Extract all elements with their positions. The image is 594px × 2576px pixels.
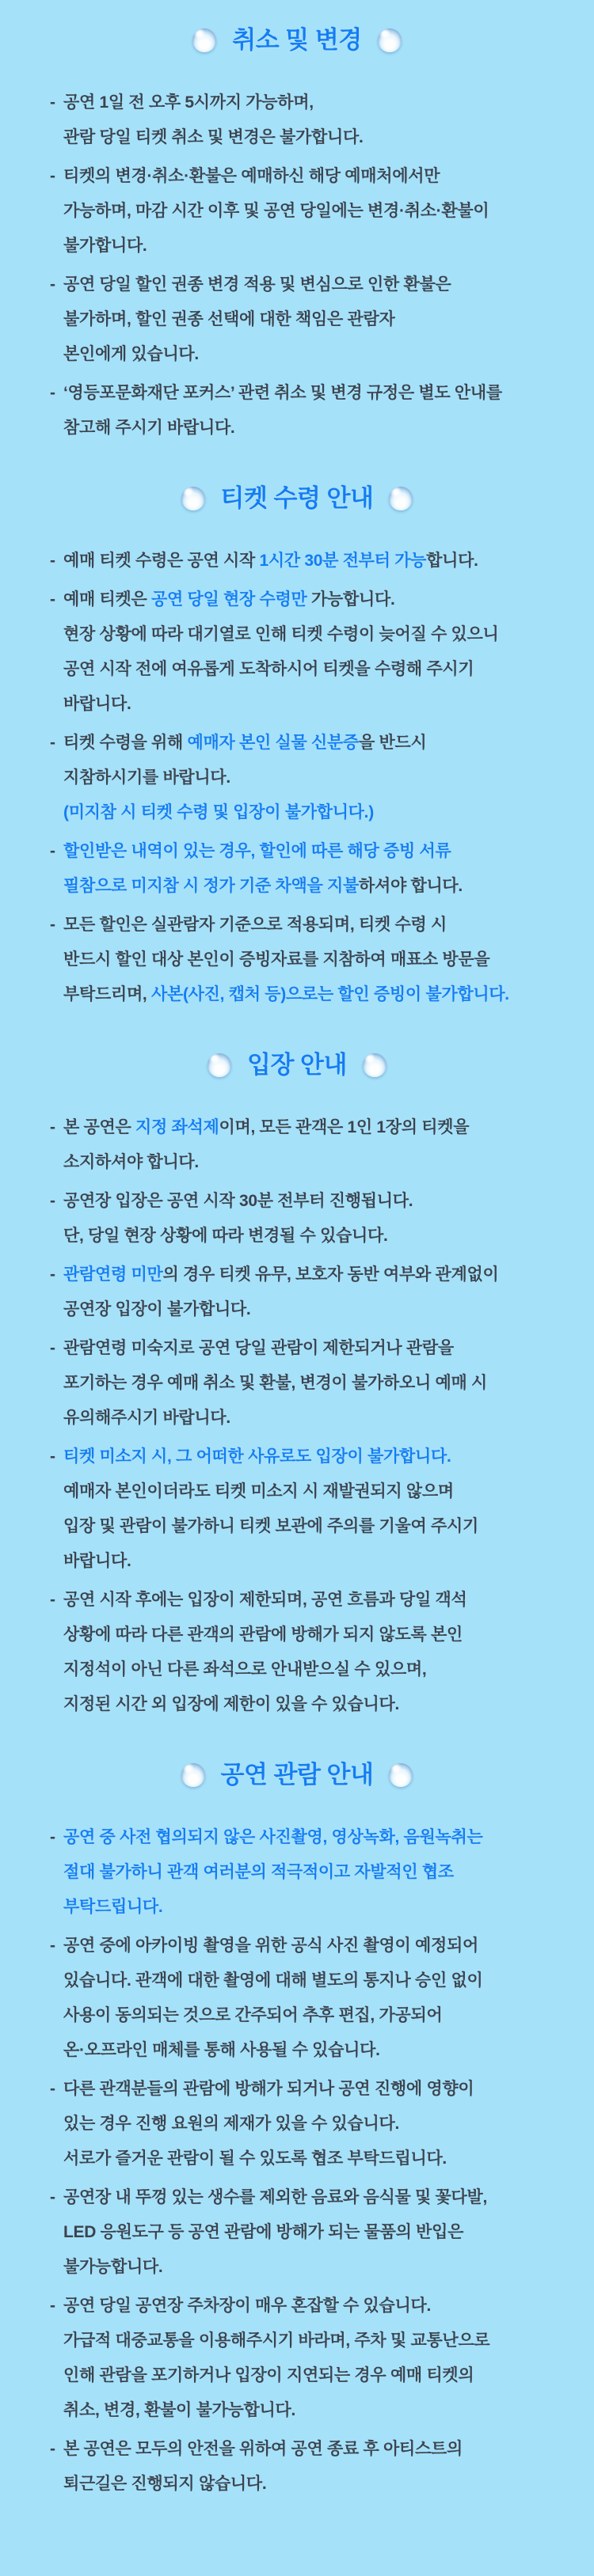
text-segment: 공연장 입장은 공연 시작 30분 전부터 진행됩니다.: [63, 1192, 413, 1210]
highlight-segment: 절대 불가하니 관객 여러분의 적극적이고 자발적인 협조: [63, 1863, 454, 1881]
text-segment: 있습니다. 관객에 대한 촬영에 대해 별도의 통지나 승인 없이: [63, 1971, 483, 1990]
text-segment: 공연 당일 공연장 주차장이 매우 혼잡할 수 있습니다.: [63, 2297, 431, 2315]
notice-item: [50, 2180, 567, 2285]
text-segment: 퇴근길은 진행되지 않습니다.: [63, 2475, 267, 2493]
text-segment: 공연 시작 전에 여유롭게 도착하시어 티켓을 수령해 주시기: [63, 660, 474, 678]
text-segment: 공연장 내 뚜껑 있는 생수를 제외한 음료와 음식물 및 꽃다발,: [63, 2188, 488, 2206]
text-segment: 지참하시기를 바랍니다.: [63, 768, 230, 787]
text-segment: 취소, 변경, 환불이 불가능합니다.: [63, 2401, 296, 2419]
highlight-segment: (미지참 시 티켓 수령 및 입장이 불가합니다.): [63, 803, 374, 821]
text-segment: 사용이 동의되는 것으로 간주되어 추후 편집, 가공되어: [63, 2006, 443, 2024]
text-segment: 부탁드리며,: [63, 985, 151, 1003]
text-segment: 공연 중에 아카이빙 촬영을 위한 공식 사진 촬영이 예정되어: [63, 1937, 478, 1955]
notice-item-list: [0, 1820, 594, 2502]
bullet-dash: -: [50, 2080, 55, 2098]
notice-item: [50, 1331, 567, 1436]
text-segment: 인해 관람을 포기하거나 입장이 지연되는 경우 예매 티켓의: [63, 2366, 474, 2384]
text-segment: 불가하며, 할인 권종 선택에 대한 책임은 관람자: [63, 310, 395, 328]
notice-line: [50, 2142, 567, 2176]
notice-line: [50, 1401, 567, 1436]
section-header-entrance: [0, 1050, 594, 1080]
notice-item: [50, 1440, 567, 1579]
bullet-dash: -: [50, 384, 55, 402]
notice-line: [50, 120, 567, 155]
text-segment: 상황에 따라 다른 관객의 관람에 방해가 되지 않도록 본인: [63, 1626, 463, 1644]
notice-item: [50, 2072, 567, 2176]
text-segment: 있는 경우 진행 요원의 제재가 있을 수 있습니다.: [63, 2115, 400, 2133]
notice-item: [50, 2432, 567, 2502]
notice-line: [50, 337, 567, 372]
notice-item-list: [0, 85, 594, 446]
notice-line: [50, 1998, 567, 2033]
bullet-dash: -: [50, 842, 55, 860]
notice-line: [50, 85, 567, 120]
text-segment: 참고해 주시기 바랍니다.: [63, 419, 235, 437]
notice-line: [50, 1292, 567, 1327]
section-header-cancel-change: [0, 25, 594, 55]
text-segment: 단, 당일 현장 상황에 따라 변경될 수 있습니다.: [63, 1227, 388, 1245]
notice-line: [50, 159, 567, 194]
highlight-segment: 필참으로 미지참 시 정가 기준 차액을 지불: [63, 877, 359, 895]
section-title-entrance: 입장 안내: [247, 1051, 347, 1079]
text-segment: 예매 티켓은: [63, 590, 151, 609]
notice-line: [50, 2107, 567, 2142]
text-segment: 예매 티켓 수령은 공연 시작: [63, 552, 260, 570]
text-segment: 모든 할인은 실관람자 기준으로 적용되며, 티켓 수령 시: [63, 916, 447, 934]
text-segment: 불가능합니다.: [63, 2258, 163, 2276]
text-segment: 지정석이 아닌 다른 좌석으로 안내받으실 수 있으며,: [63, 1660, 427, 1679]
notice-item: [50, 726, 567, 830]
notice-item: [50, 834, 567, 904]
notice-line: [50, 1474, 567, 1509]
notice-line: [50, 1110, 567, 1145]
highlight-segment: 공연 중 사전 협의되지 않은 사진촬영, 영상녹화, 음원녹취는: [63, 1828, 483, 1846]
bullet-dash: -: [50, 1828, 55, 1846]
notice-line: [50, 2467, 567, 2502]
notice-item: [50, 908, 567, 1012]
section-title-ticket-pickup: 티켓 수령 안내: [220, 484, 374, 512]
bullet-dash: -: [50, 590, 55, 609]
notice-line: [50, 1890, 567, 1925]
text-segment: 공연 당일 할인 권종 변경 적용 및 변심으로 인한 환불은: [63, 275, 451, 294]
text-segment: 관람 당일 티켓 취소 및 변경은 불가합니다.: [63, 128, 364, 146]
section-title-viewing: 공연 관람 안내: [220, 1761, 374, 1789]
text-segment: 소지하셔야 합니다.: [63, 1153, 199, 1171]
water-drop-icon: [363, 1053, 386, 1077]
notice-line: [50, 1184, 567, 1219]
notice-line: [50, 1855, 567, 1890]
notice-line: [50, 2180, 567, 2215]
notice-item: [50, 159, 567, 264]
text-segment: ‘영등포문화재단 포커스’ 관련 취소 및 변경 규정은 별도 안내를: [63, 384, 502, 402]
water-drop-icon: [389, 487, 413, 510]
text-segment: 다른 관객분들의 관람에 방해가 되거나 공연 진행에 영향이: [63, 2080, 474, 2098]
text-segment: 본 공연은: [63, 1118, 136, 1136]
notice-item: [50, 1184, 567, 1254]
text-segment: 본인에게 있습니다.: [63, 345, 199, 363]
notice-line: [50, 761, 567, 795]
notice-line: [50, 2393, 567, 2428]
text-segment: 티켓의 변경·취소·환불은 예매하신 해당 예매처에서만: [63, 167, 440, 185]
notice-line: [50, 908, 567, 943]
section-title-cancel-change: 취소 및 변경: [232, 26, 362, 54]
text-segment: 관람연령 미숙지로 공연 당일 관람이 제한되거나 관람을: [63, 1339, 454, 1357]
notice-line: [50, 2215, 567, 2250]
notice-line: [50, 1331, 567, 1366]
text-segment: 반드시 할인 대상 본인이 증빙자료를 지참하여 매표소 방문을: [63, 950, 490, 969]
notice-line: [50, 376, 567, 411]
bullet-dash: -: [50, 275, 55, 294]
notice-item: [50, 376, 567, 446]
notice-line: [50, 977, 567, 1012]
notice-line: [50, 943, 567, 977]
text-segment: 예매자 본인이더라도 티켓 미소지 시 재발권되지 않으며: [63, 1482, 454, 1500]
text-segment: 티켓 수령을 위해: [63, 734, 188, 752]
text-segment: 하셔야 합니다.: [358, 877, 463, 895]
bullet-dash: -: [50, 916, 55, 934]
highlight-segment: 티켓 미소지 시, 그 어떠한 사유로도 입장이 불가합니다.: [63, 1447, 451, 1466]
bullet-dash: -: [50, 2297, 55, 2315]
notice-line: [50, 1929, 567, 1963]
notice-line: [50, 1687, 567, 1722]
notice-line: [50, 2033, 567, 2068]
bullet-dash: -: [50, 1118, 55, 1136]
notice-item: [50, 85, 567, 155]
notice-item: [50, 1258, 567, 1327]
notice-line: [50, 1145, 567, 1180]
water-drop-icon: [192, 28, 216, 52]
text-segment: 온·오프라인 매체를 통해 사용될 수 있습니다.: [63, 2041, 380, 2059]
text-segment: 가급적 대중교통을 이용해주시기 바라며, 주차 및 교통난으로: [63, 2331, 490, 2350]
notice-line: [50, 726, 567, 761]
highlight-segment: 부탁드립니다.: [63, 1898, 163, 1916]
notice-line: [50, 1618, 567, 1652]
notice-line: [50, 1583, 567, 1618]
text-segment: 바랍니다.: [63, 1552, 131, 1570]
notice-item: [50, 1820, 567, 1925]
water-drop-icon: [389, 1763, 413, 1787]
notice-item-list: [0, 1110, 594, 1722]
water-drop-icon: [378, 28, 402, 52]
text-segment: 이며, 모든 관객은 1인 1장의 티켓을: [219, 1118, 470, 1136]
bullet-dash: -: [50, 552, 55, 570]
water-drop-icon: [181, 487, 205, 510]
text-segment: 유의해주시기 바랍니다.: [63, 1409, 230, 1427]
bullet-dash: -: [50, 1447, 55, 1466]
notice-item: [50, 1929, 567, 2068]
text-segment: 의 경우 티켓 유무, 보호자 동반 여부와 관계없이: [162, 1265, 499, 1284]
bullet-dash: -: [50, 2188, 55, 2206]
highlight-segment: 공연 당일 현장 수령만: [151, 590, 307, 609]
water-drop-icon: [181, 1763, 205, 1787]
notice-line: [50, 617, 567, 652]
notice-item: [50, 267, 567, 372]
text-segment: 포기하는 경우 예매 취소 및 환불, 변경이 불가하오니 예매 시: [63, 1374, 488, 1392]
notice-line: [50, 194, 567, 229]
highlight-segment: 지정 좌석제: [135, 1118, 219, 1136]
notice-item: [50, 1583, 567, 1722]
notice-line: [50, 544, 567, 579]
text-segment: 서로가 즐거운 관람이 될 수 있도록 협조 부탁드립니다.: [63, 2149, 447, 2168]
notice-line: [50, 267, 567, 302]
bullet-dash: -: [50, 167, 55, 185]
text-segment: 공연장 입장이 불가합니다.: [63, 1300, 251, 1318]
bullet-dash: -: [50, 93, 55, 112]
section-header-viewing: [0, 1760, 594, 1790]
notice-line: [50, 687, 567, 722]
notice-line: [50, 2432, 567, 2467]
notice-line: [50, 2072, 567, 2107]
text-segment: 공연 시작 후에는 입장이 제한되며, 공연 흐름과 당일 객석: [63, 1591, 467, 1609]
text-segment: 가능합니다.: [307, 590, 395, 609]
notice-line: [50, 1258, 567, 1292]
notice-line: [50, 869, 567, 904]
notice-item: [50, 1110, 567, 1180]
bullet-dash: -: [50, 1339, 55, 1357]
text-segment: 을 반드시: [358, 734, 427, 752]
water-drop-icon: [208, 1053, 231, 1077]
bullet-dash: -: [50, 1591, 55, 1609]
notice-line: [50, 302, 567, 337]
notice-line: [50, 1652, 567, 1687]
highlight-segment: 예매자 본인 실물 신분증: [187, 734, 359, 752]
notice-line: [50, 1440, 567, 1474]
notice-item: [50, 544, 567, 579]
notice-line: [50, 1963, 567, 1998]
notice-line: [50, 2358, 567, 2393]
notice-line: [50, 411, 567, 446]
notice-line: [50, 795, 567, 830]
highlight-segment: 할인받은 내역이 있는 경우, 할인에 따른 해당 증빙 서류: [63, 842, 451, 860]
notice-line: [50, 582, 567, 617]
text-segment: 가능하며, 마감 시간 이후 및 공연 당일에는 변경·취소·환불이: [63, 202, 489, 220]
notice-item: [50, 2289, 567, 2428]
highlight-segment: 관람연령 미만: [63, 1265, 163, 1284]
text-segment: 합니다.: [426, 552, 478, 570]
bullet-dash: -: [50, 1265, 55, 1284]
notice-line: [50, 1219, 567, 1254]
highlight-segment: 사본(사진, 캡처 등)으로는 할인 증빙이 불가합니다.: [151, 985, 509, 1003]
notice-line: [50, 1544, 567, 1579]
notice-line: [50, 1366, 567, 1401]
notice-body: [0, 25, 594, 2502]
notice-item: [50, 582, 567, 722]
notice-line: [50, 2250, 567, 2285]
notice-line: [50, 834, 567, 869]
notice-line: [50, 2324, 567, 2358]
notice-line: [50, 2289, 567, 2324]
text-segment: 현장 상황에 따라 대기열로 인해 티켓 수령이 늦어질 수 있으니: [63, 625, 499, 643]
text-segment: 불가합니다.: [63, 237, 147, 255]
text-segment: 본 공연은 모두의 안전을 위하여 공연 종료 후 아티스트의: [63, 2440, 463, 2458]
notice-line: [50, 652, 567, 687]
section-header-ticket-pickup: [0, 484, 594, 514]
text-segment: 바랍니다.: [63, 695, 131, 713]
text-segment: LED 응원도구 등 공연 관람에 방해가 되는 물품의 반입은: [63, 2223, 464, 2241]
bullet-dash: -: [50, 1192, 55, 1210]
text-segment: 입장 및 관람이 불가하니 티켓 보관에 주의를 기울여 주시기: [63, 1517, 478, 1535]
text-segment: 지정된 시간 외 입장에 제한이 있을 수 있습니다.: [63, 1695, 400, 1713]
notice-line: [50, 229, 567, 264]
bullet-dash: -: [50, 734, 55, 752]
bullet-dash: -: [50, 1937, 55, 1955]
notice-item-list: [0, 544, 594, 1012]
highlight-segment: 1시간 30분 전부터 가능: [259, 552, 427, 570]
text-segment: 공연 1일 전 오후 5시까지 가능하며,: [63, 93, 314, 112]
notice-line: [50, 1509, 567, 1544]
bullet-dash: -: [50, 2440, 55, 2458]
notice-line: [50, 1820, 567, 1855]
